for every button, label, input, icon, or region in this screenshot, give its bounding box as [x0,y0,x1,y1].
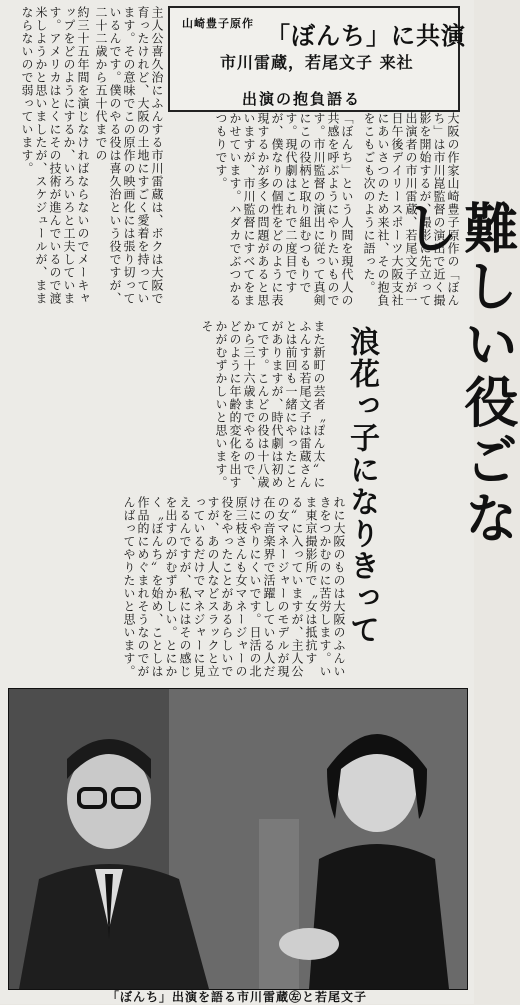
article-intro: 大阪の作家山崎豊子原作の「ぼんち」は市川崑監督の演出で近く撮影を開始するが、撮影に先立って出演者の市川雷蔵、若尾文子が一日午後デイリースポーツ大阪支社にあいさつのため来社、その抱負をこもごも次のように語った。 [362,112,460,307]
header-subtitle: 出演の抱負語る [242,90,362,108]
article-col-d: また新町の芸者〝ぽん太〟にふんする若尾文子は雷蔵さんとは前回も一緒にやったことがありますが、時代劇は初めてです。こんどの役は十八歳から三十六歳までやるので、どのように年齢的変化を出すかがむずかしいと思います。そ [200,320,326,489]
article-col-c: 「ぼんち」という人間を現代人の共感を呼ぶようにやりたいものです。市川監督の演出に従って真剣にこの役柄と取り組むつもりです。現代劇はこれで二度目ですが、僕なりの個性をどのように表現するかが多くの問題があると思いますが、市川監督にすべてをまかせています。ハダカでぶつかるつもりです。 [214,112,354,307]
photo-illustration [9,689,467,989]
photo-ichikawa-wakao [8,688,468,990]
header-box [168,6,466,112]
sub-headline: 浪花っ子になりきって [344,326,379,646]
original-author-label: 山崎豊子原作 [182,17,254,30]
article-col-b: 約三十五年間を演じなければならないのでメーキャップをどのようにするか、いろいろと工夫しています。アメリカはとくにその技術が進んでいるので渡米しようかと思いましたが、スケジュールが、ままならないので弱っています。 [20,6,90,305]
header-cast: 市川雷蔵，若尾文子 来社 [220,53,414,72]
photo-caption: 「ぼんち」出演を語る市川雷蔵㊧と若尾文子 [106,990,367,1004]
main-headline: 難しい役ごなし [396,200,520,548]
article-col-a: 主人公喜久治にふんする市川雷蔵は、ボクは大阪で育ったけれど、大阪の土地にすごく愛着を持っています。その意味でこの原作の映画化には張り切っているんです。僕のやる役は喜久治という役ですが、二十二歳から五十代までの [94,6,164,305]
article-col-e: れに大阪のものは大阪のふんいきをつかむのに苦労します。いま東京撮影所で〝女は抵抗する〟に入っていますが、主人公の女マネージャーのモデルが現在の音楽界で活躍している人だけにやりにくいです。日活の北原三枝さんも女マネージャーの役をやったことがあるらしいですが、あの人などスラックと立っているだけでマネジャーに見えるんですが、私にはその感じを出すのがむずかしい。とにかく〝ぼんち〟を始め、ことしは作品的にめぐまれそうなのでがんばってやりたいと思います。 [122,496,346,678]
header-title: 「ぼんち」に共演 [266,21,466,50]
